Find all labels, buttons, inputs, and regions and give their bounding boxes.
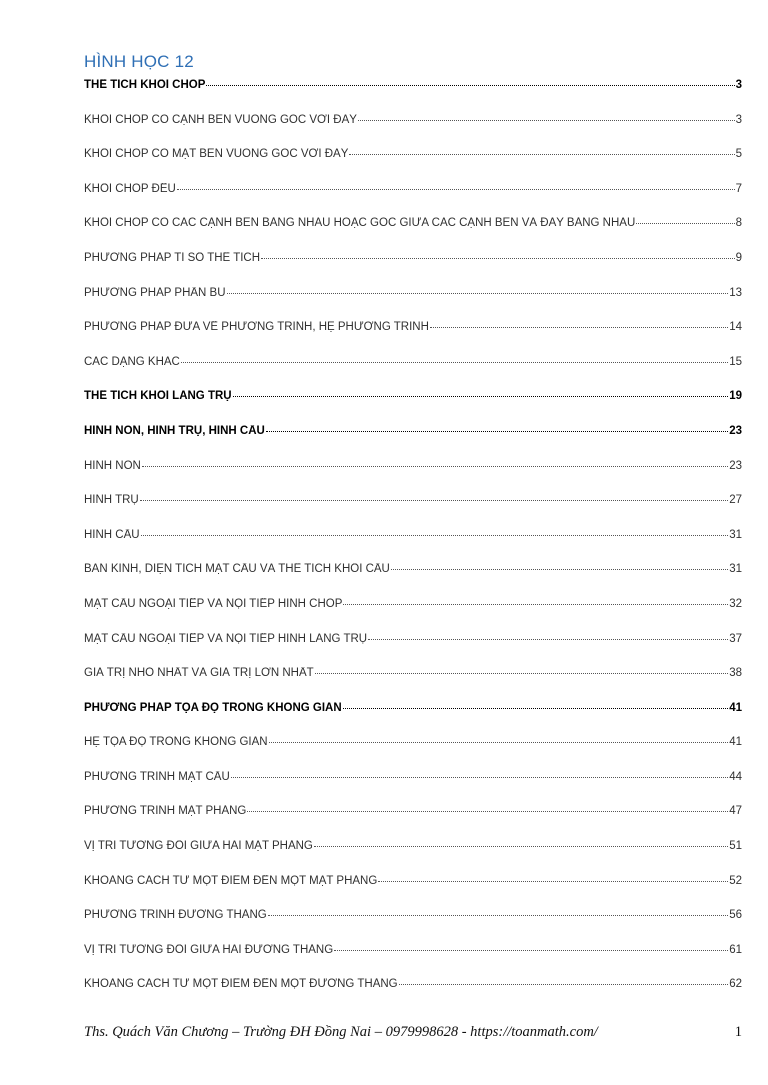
toc-entry[interactable]	[84, 183, 742, 218]
toc-entry-label: PHƯƠNG PHÁP PHẦN BÙ	[84, 286, 226, 299]
toc-leader-dots	[261, 258, 735, 259]
toc-entry[interactable]	[84, 771, 742, 806]
toc-leader-dots	[227, 293, 729, 294]
toc-entry-label: HÌNH NÓN, HÌNH TRỤ, HÌNH CẦU	[84, 424, 265, 437]
footer-text: Ths. Quách Văn Chương – Trường ĐH Đồng Nai – 0979998628 - https://toanmath.com/	[84, 1024, 598, 1040]
toc-entry[interactable]	[84, 390, 742, 425]
toc-entry-label: HÌNH TRỤ	[84, 494, 139, 507]
toc-entry-label: THỂ TÍCH KHỐI CHÓP	[84, 79, 206, 91]
toc-leader-dots	[343, 708, 729, 709]
toc-entry-label: MẶT CẦU NGOẠI TIẾP VÀ NỘI TIẾP HÌNH LĂNG TRỤ	[84, 632, 368, 645]
toc-entry-label: HỆ TỌA ĐỘ TRONG KHÔNG GIAN	[84, 736, 268, 749]
toc-entry[interactable]	[84, 425, 742, 460]
toc-leader-dots	[141, 535, 729, 536]
toc-entry[interactable]	[84, 460, 742, 495]
toc-entry[interactable]	[84, 667, 742, 702]
toc-entry[interactable]	[84, 217, 742, 252]
toc-leader-dots	[140, 500, 728, 501]
toc-entry-page: 41	[729, 736, 742, 749]
toc-leader-dots	[343, 604, 728, 605]
page-title: HÌNH HỌC 12	[84, 52, 194, 71]
toc-entry-label: HÌNH CẦU	[84, 528, 140, 541]
toc-entry-label: PHƯƠNG TRÌNH ĐƯỜNG THẲNG	[84, 909, 267, 922]
toc-entry-page: 31	[729, 528, 742, 541]
toc-entry-page: 14	[729, 321, 742, 334]
toc-entry-label: MẶT CẦU NGOẠI TIẾP VÀ NỘI TIẾP HÌNH CHÓP	[84, 597, 343, 610]
toc-leader-dots	[181, 362, 728, 363]
toc-entry-label: VỊ TRÍ TƯƠNG ĐỐI GIỮA HAI MẶT PHẲNG	[84, 840, 313, 853]
toc-entry-page: 3	[735, 113, 742, 126]
toc-entry[interactable]	[84, 563, 742, 598]
toc-entry-label: KHOẢNG CÁCH TỪ MỘT ĐIỂM ĐẾN MỘT ĐƯỜNG THẲNG	[84, 978, 398, 991]
toc-leader-dots	[636, 223, 734, 224]
toc-entry-label: BÁN KÍNH, DIỆN TÍCH MẶT CẦU VÀ THỂ TÍCH KHỐI CẦU	[84, 563, 390, 576]
toc-entry[interactable]	[84, 633, 742, 668]
toc-entry-page: 23	[729, 424, 742, 437]
toc-leader-dots	[177, 189, 735, 190]
toc-entry-page: 31	[729, 563, 742, 576]
toc-entry[interactable]	[84, 978, 742, 1013]
toc-entry-page: 32	[729, 597, 742, 610]
toc-leader-dots	[233, 396, 729, 397]
toc-entry-label: KHỐI CHÓP ĐỀU	[84, 182, 176, 195]
toc-leader-dots	[266, 431, 728, 432]
toc-leader-dots	[314, 846, 728, 847]
toc-entry-label: THỂ TÍCH KHỐI LĂNG TRỤ	[84, 390, 232, 403]
toc-entry-page: 19	[729, 390, 742, 403]
toc-entry-page: 41	[729, 701, 742, 714]
page-number: 1	[734, 1024, 742, 1040]
toc-entry[interactable]	[84, 252, 742, 287]
toc-entry-page: 27	[729, 494, 742, 507]
toc-entry[interactable]	[84, 805, 742, 840]
toc-entry-label: PHƯƠNG PHÁP TỌA ĐỘ TRONG KHÔNG GIAN	[84, 701, 342, 714]
toc-entry[interactable]	[84, 321, 742, 356]
toc-entry-label: CÁC DẠNG KHÁC	[84, 355, 180, 368]
toc-entry-page: 13	[729, 286, 742, 299]
toc-entry-page: 56	[729, 909, 742, 922]
toc-entry[interactable]	[84, 494, 742, 529]
toc-entry[interactable]	[84, 702, 742, 737]
toc-entry[interactable]	[84, 875, 742, 910]
toc-entry-label: PHƯƠNG PHÁP ĐƯA VỀ PHƯƠNG TRÌNH, HỆ PHƯƠNG TRÌNH	[84, 321, 429, 334]
toc-entry-page: 61	[729, 943, 742, 956]
toc-leader-dots	[399, 984, 729, 985]
toc-leader-dots	[349, 154, 734, 155]
toc-entry[interactable]	[84, 840, 742, 875]
toc-entry[interactable]	[84, 944, 742, 979]
toc-entry-page: 8	[735, 217, 742, 230]
page-footer	[84, 1024, 742, 1041]
toc-entry[interactable]	[84, 287, 742, 322]
toc-entry-page: 7	[735, 182, 742, 195]
toc-leader-dots	[378, 881, 728, 882]
toc-entry[interactable]	[84, 356, 742, 391]
toc-leader-dots	[206, 85, 734, 86]
toc-entry-label: KHỐI CHÓP CÓ MẶT BÊN VUÔNG GÓC VỚI ĐÁY	[84, 148, 349, 161]
toc-leader-dots	[142, 466, 728, 467]
toc-entry-page: 23	[729, 459, 742, 472]
toc-entry[interactable]	[84, 598, 742, 633]
toc-entry-page: 44	[729, 770, 742, 783]
toc-entry-page: 47	[729, 805, 742, 818]
toc-leader-dots	[430, 327, 728, 328]
toc-entry-page: 52	[729, 874, 742, 887]
toc-entry[interactable]	[84, 736, 742, 771]
toc-entry[interactable]	[84, 529, 742, 564]
toc-entry-page: 38	[729, 667, 742, 680]
toc-entry-label: PHƯƠNG TRÌNH MẶT PHẲNG	[84, 805, 247, 818]
toc-entry-label: HÌNH NÓN	[84, 459, 141, 472]
toc-entry-page: 9	[735, 251, 742, 264]
toc-leader-dots	[334, 950, 728, 951]
toc-entry-label: KHỐI CHÓP CÓ CÁC CẠNH BÊN BẰNG NHAU HOẶC GÓC GIỮA CÁC CẠNH BÊN VÀ ĐÁY BẰNG NHAU	[84, 217, 636, 230]
toc-entry-page: 51	[729, 840, 742, 853]
toc-entry[interactable]	[84, 909, 742, 944]
toc-entry-label: PHƯƠNG PHÁP TỈ SỐ THỂ TÍCH	[84, 251, 261, 264]
toc-entry-label: VỊ TRÍ TƯƠNG ĐỐI GIỮA HAI ĐƯỜNG THẲNG	[84, 943, 334, 956]
toc-entry-label: GIÁ TRỊ NHỎ NHẤT VÀ GIÁ TRỊ LỚN NHẤT	[84, 667, 314, 680]
toc-entry-label: PHƯƠNG TRÌNH MẶT CẦU	[84, 770, 230, 783]
toc-leader-dots	[231, 777, 728, 778]
toc-leader-dots	[315, 673, 729, 674]
toc-entry[interactable]	[84, 79, 742, 114]
toc-leader-dots	[247, 811, 728, 812]
table-of-contents	[84, 79, 742, 1013]
toc-leader-dots	[268, 915, 729, 916]
toc-entry[interactable]	[84, 114, 742, 149]
toc-entry[interactable]	[84, 148, 742, 183]
toc-entry-label: KHỐI CHÓP CÓ CẠNH BÊN VUÔNG GÓC VỚI ĐÁY	[84, 113, 357, 126]
toc-entry-page: 5	[735, 148, 742, 161]
toc-entry-page: 37	[729, 632, 742, 645]
toc-leader-dots	[391, 569, 728, 570]
toc-entry-page: 62	[729, 978, 742, 991]
toc-entry-page: 15	[729, 355, 742, 368]
toc-entry-page: 3	[735, 79, 742, 91]
toc-entry-label: KHOẢNG CÁCH TỪ MỘT ĐIỂM ĐẾN MỘT MẶT PHẲNG	[84, 874, 378, 887]
toc-leader-dots	[358, 120, 735, 121]
toc-leader-dots	[368, 639, 728, 640]
toc-leader-dots	[269, 742, 729, 743]
